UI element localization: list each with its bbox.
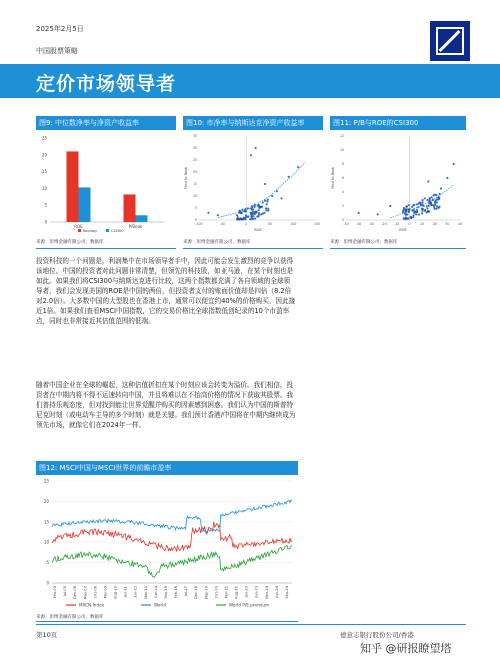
- scatter-point: [241, 209, 243, 211]
- scatter-point: [252, 208, 254, 210]
- x-tick-label: Jun-12: [133, 586, 138, 598]
- scatter-point: [258, 212, 260, 214]
- scatter-point: [242, 218, 244, 220]
- x-tick-label: Jan-23: [244, 586, 249, 598]
- scatter-point: [430, 201, 432, 203]
- x-tick-label: -50: [219, 222, 226, 226]
- y-tick-label: 5: [194, 206, 197, 210]
- page-number: 第10页: [36, 631, 58, 639]
- x-tick-label: Feb-16: [174, 586, 179, 599]
- y-tick-label: 15: [192, 182, 197, 186]
- x-tick-label: May-19: [204, 586, 209, 600]
- y-tick-label: 5: [44, 202, 47, 208]
- y-tick-label: 10: [339, 148, 344, 152]
- scatter-point: [297, 166, 299, 168]
- scatter-point: [250, 154, 252, 156]
- scatter-point: [281, 197, 283, 199]
- legend-swatch: [106, 229, 109, 232]
- y-tick-label: 25: [43, 478, 49, 484]
- x-tick-label: -20: [381, 222, 387, 226]
- scatter-point: [421, 210, 423, 212]
- x-tick-label: Dec-18: [194, 586, 199, 599]
- scatter-point: [255, 147, 257, 149]
- scatter-point: [421, 212, 423, 214]
- y-tick-label: 5: [46, 560, 49, 566]
- scatter-point: [416, 209, 418, 211]
- y-tick-label: 0: [44, 219, 47, 225]
- x-tick-label: Jun-23: [254, 586, 259, 598]
- y-tick-label: 0: [194, 218, 197, 222]
- figure-9-label: 图9: 中位数净率与净资产收益率: [36, 116, 176, 130]
- scatter-point: [262, 201, 264, 203]
- x-tick-label: -10: [394, 222, 400, 226]
- legend-label: World P/E premium: [229, 602, 270, 608]
- scatter-point: [438, 205, 440, 207]
- figure-10-source: 来源：彭博金融有限公司，数据库: [183, 240, 251, 245]
- scatter-point: [245, 214, 247, 216]
- x-tick-label: 30: [445, 222, 450, 226]
- scatter-point: [358, 212, 360, 214]
- x-tick-label: Sep-15: [163, 586, 168, 599]
- x-tick-label: 0: [245, 222, 248, 226]
- figure-9-chart: [36, 130, 176, 235]
- x-tick-label: Nov-13: [143, 586, 148, 599]
- scatter-point: [377, 213, 379, 215]
- line-world: [52, 500, 292, 533]
- figure-11-label: 图11: P/B与ROE的CSI300: [330, 116, 466, 130]
- y-axis-label: Price to Book: [184, 166, 188, 190]
- x-tick-label: 150: [313, 222, 321, 226]
- scatter-point: [207, 212, 209, 214]
- page-title: 定价市场领导者: [36, 73, 177, 95]
- scatter-point: [271, 195, 273, 197]
- line-world-p-e-premium: [52, 545, 292, 577]
- scatter-point: [403, 218, 405, 220]
- y-tick-label: 2: [341, 204, 344, 208]
- y-tick-label: 0: [46, 580, 49, 586]
- scatter-point: [406, 205, 408, 207]
- y-tick-label: 15: [41, 169, 47, 175]
- x-tick-label: Aug-22: [234, 586, 239, 599]
- scatter-point: [446, 177, 448, 179]
- y-tick-label: 8: [341, 162, 344, 166]
- figure-12-source: 来源：彭博金融有限公司，数据库: [36, 615, 104, 620]
- company-name: 德意志银行股份公司/香港: [340, 631, 414, 639]
- scatter-point: [258, 209, 260, 211]
- x-tick-label: 50: [267, 222, 272, 226]
- x-tick-label: Dec-06: [73, 586, 78, 599]
- figure-10-chart: [183, 130, 323, 235]
- scatter-point: [237, 216, 239, 218]
- x-tick-label: Sep-24: [285, 586, 289, 599]
- x-tick-label: Aug-10: [113, 586, 118, 599]
- y-tick-label: 6: [341, 176, 344, 180]
- scatter-point: [238, 218, 240, 220]
- x-tick-label: Jul-17: [184, 586, 189, 597]
- y-tick-label: 20: [41, 152, 47, 158]
- y-tick-label: 20: [43, 498, 49, 504]
- report-date: 2025年2月5日: [36, 25, 84, 33]
- bar-csi300-roe: [79, 187, 91, 222]
- scatter-point: [429, 197, 431, 199]
- title-band: [0, 64, 500, 98]
- scatter-point: [421, 208, 423, 210]
- scatter-point: [436, 205, 438, 207]
- scatter-point: [440, 187, 442, 189]
- x-tick-label: Apr-14: [153, 586, 158, 598]
- figure-11-chart: [330, 130, 466, 235]
- figure-11: [330, 116, 466, 249]
- scatter-point: [418, 214, 420, 216]
- bar-koolday-roe: [67, 151, 79, 222]
- scatter-point: [431, 196, 433, 198]
- x-tick-label: 0: [408, 222, 411, 226]
- scatter-point: [266, 203, 268, 205]
- x-tick-label: 100: [290, 222, 297, 226]
- scatter-point: [255, 210, 257, 212]
- legend-label: CSI300: [111, 229, 124, 233]
- scatter-point: [415, 211, 417, 213]
- y-tick-label: 25: [192, 158, 197, 162]
- x-axis-label: ROE: [399, 228, 407, 232]
- scatter-point: [236, 214, 238, 216]
- scatter-point: [453, 163, 455, 165]
- bar-csi300-pbook: [136, 215, 148, 222]
- y-tick-label: 12: [339, 134, 344, 138]
- scatter-point: [389, 205, 391, 207]
- scatter-point: [412, 216, 414, 218]
- x-tick-label: 10: [419, 222, 425, 226]
- paragraph-2: 随着中国企业在全球的崛起，这种估值折扣在某个时刻应该会转变为溢价。我们相信，投资者在中期内将不得不运速转向中国，并且将难以在不抬高价格的情况下获取其股票。我们普持乐观态度，但对找到能让世界觉醒并购买的因素感到困惑。我们认为中国的斯普特尼克时刻（或电动车主导的多个时刻）就是关键。我们预计香港/中国将在中期内继续成为领先市场，就像它们在2024年一样。: [36, 381, 296, 429]
- legend-swatch: [78, 229, 81, 232]
- figure-9-source: 来源：彭博金融有限公司，数据库: [36, 240, 104, 245]
- scatter-point: [267, 208, 269, 210]
- scatter-point: [244, 208, 246, 210]
- scatter-point: [265, 209, 267, 211]
- scatter-point: [250, 214, 252, 216]
- x-tick-label: Oct-08: [93, 586, 98, 599]
- trendline: [218, 162, 305, 217]
- scatter-point: [267, 210, 269, 212]
- scatter-point: [432, 194, 434, 196]
- scatter-point: [434, 204, 436, 206]
- y-tick-label: 10: [192, 194, 197, 198]
- legend-label: World: [154, 602, 167, 608]
- x-tick-label: Feb-05: [53, 586, 57, 599]
- x-tick-label: Oct-20: [214, 586, 219, 599]
- x-tick-label: ROE: [74, 224, 83, 229]
- watermark: 知乎 @研报瞭望塔: [360, 642, 452, 655]
- scatter-point: [249, 218, 251, 220]
- figure-12: [36, 461, 298, 622]
- scatter-point: [259, 206, 261, 208]
- scatter-point: [403, 207, 405, 209]
- x-tick-label: -50: [343, 222, 349, 226]
- scatter-point: [427, 180, 429, 182]
- scatter-point: [253, 212, 255, 214]
- scatter-point: [413, 204, 415, 206]
- deutsche-bank-logo: [430, 21, 470, 61]
- x-tick-label: Jan-11: [123, 586, 128, 598]
- y-tick-label: 35: [192, 134, 197, 138]
- scatter-point: [415, 213, 417, 215]
- scatter-point: [406, 214, 408, 216]
- scatter-point: [421, 199, 423, 201]
- footer-divider: [36, 624, 466, 625]
- x-tick-label: -40: [356, 222, 362, 226]
- paragraph-1: 投资科技的一个问题是，利润集中在市场领导者手中，因此可能会发生激烈的竞争以获得该地位。中国的投资者对此问题非常清楚，但领先的科技股，如亚马逊，在某个时刻也是如此。如果我们将CSI300与纳斯达克进行比较，这两个指数都充满了各自领域的全球领导者，我们会发现美国的ROE是中国的两倍，但投资者支付的账面价值却是四倍（8.2倍对2.0倍）。大多数中国的大型股也在香港上市，通常可以便宜约40%的价格购买，因此接近1倍。如果我们查看MSCI中国指数，它的交易价格比全球指数低创纪录的10个市盈率点，同时也非常接近其估值范围的低端。: [36, 257, 296, 325]
- scatter-point: [419, 201, 421, 203]
- scatter-point: [245, 216, 247, 218]
- scatter-point: [424, 197, 426, 199]
- x-tick-label: Apr-24: [274, 586, 279, 598]
- x-tick-label: Jul-05: [63, 586, 68, 597]
- scatter-point: [437, 199, 439, 201]
- scatter-point: [265, 207, 267, 209]
- scatter-point: [426, 207, 428, 209]
- figure-11-source: 来源：彭博金融有限公司，数据库: [330, 240, 398, 245]
- scatter-point: [252, 218, 254, 220]
- y-tick-label: 15: [43, 519, 49, 525]
- figure-10: [183, 116, 323, 249]
- x-tick-label: 40: [457, 222, 463, 226]
- y-tick-label: 20: [192, 170, 197, 174]
- y-axis-label: Price to Book: [331, 166, 335, 190]
- scatter-point: [426, 199, 428, 201]
- x-tick-label: P/Book: [128, 224, 143, 229]
- x-tick-label: -100: [195, 222, 203, 226]
- figure-10-label: 图10: 市净率与纳斯达克净资产收益率: [183, 116, 323, 130]
- y-tick-label: 10: [43, 539, 49, 545]
- y-tick-label: 30: [192, 146, 197, 150]
- scatter-point: [264, 183, 266, 185]
- x-tick-label: 20: [432, 222, 437, 226]
- y-tick-label: 25: [41, 135, 47, 141]
- scatter-point: [427, 210, 429, 212]
- x-axis-label: ROE: [254, 228, 262, 232]
- scatter-point: [256, 216, 258, 218]
- scatter-point: [422, 201, 424, 203]
- report-section: 中国股票策略: [36, 47, 78, 55]
- scatter-point: [266, 200, 268, 202]
- scatter-point: [428, 205, 430, 207]
- scatter-point: [408, 204, 410, 206]
- scatter-point: [257, 205, 259, 207]
- scatter-point: [410, 217, 412, 219]
- figure-12-label: 图12: MSCI中国与MSCI世界的前瞻市盈率: [36, 461, 298, 475]
- scatter-point: [264, 200, 266, 202]
- figure-9: [36, 116, 176, 249]
- figure-12-chart: [36, 475, 298, 610]
- scatter-point: [217, 214, 219, 216]
- scatter-point: [254, 217, 256, 219]
- scatter-point: [405, 216, 407, 218]
- y-tick-label: 4: [341, 190, 344, 194]
- bar-koolday-pbook: [124, 194, 136, 222]
- legend-label: MXCN Index: [79, 602, 105, 608]
- x-tick-label: -30: [368, 222, 374, 226]
- x-tick-label: Nov-24: [264, 586, 269, 599]
- legend-label: Koolday: [83, 229, 98, 233]
- scatter-point: [424, 210, 426, 212]
- scatter-point: [262, 213, 264, 215]
- scatter-point: [436, 208, 438, 210]
- y-tick-label: 10: [41, 185, 47, 191]
- x-tick-label: Mar-09: [103, 586, 108, 599]
- x-tick-label: Mar-21: [224, 586, 229, 599]
- y-tick-label: 0: [341, 218, 344, 222]
- scatter-point: [426, 205, 428, 207]
- scatter-point: [430, 204, 432, 206]
- x-tick-label: May-07: [83, 586, 88, 600]
